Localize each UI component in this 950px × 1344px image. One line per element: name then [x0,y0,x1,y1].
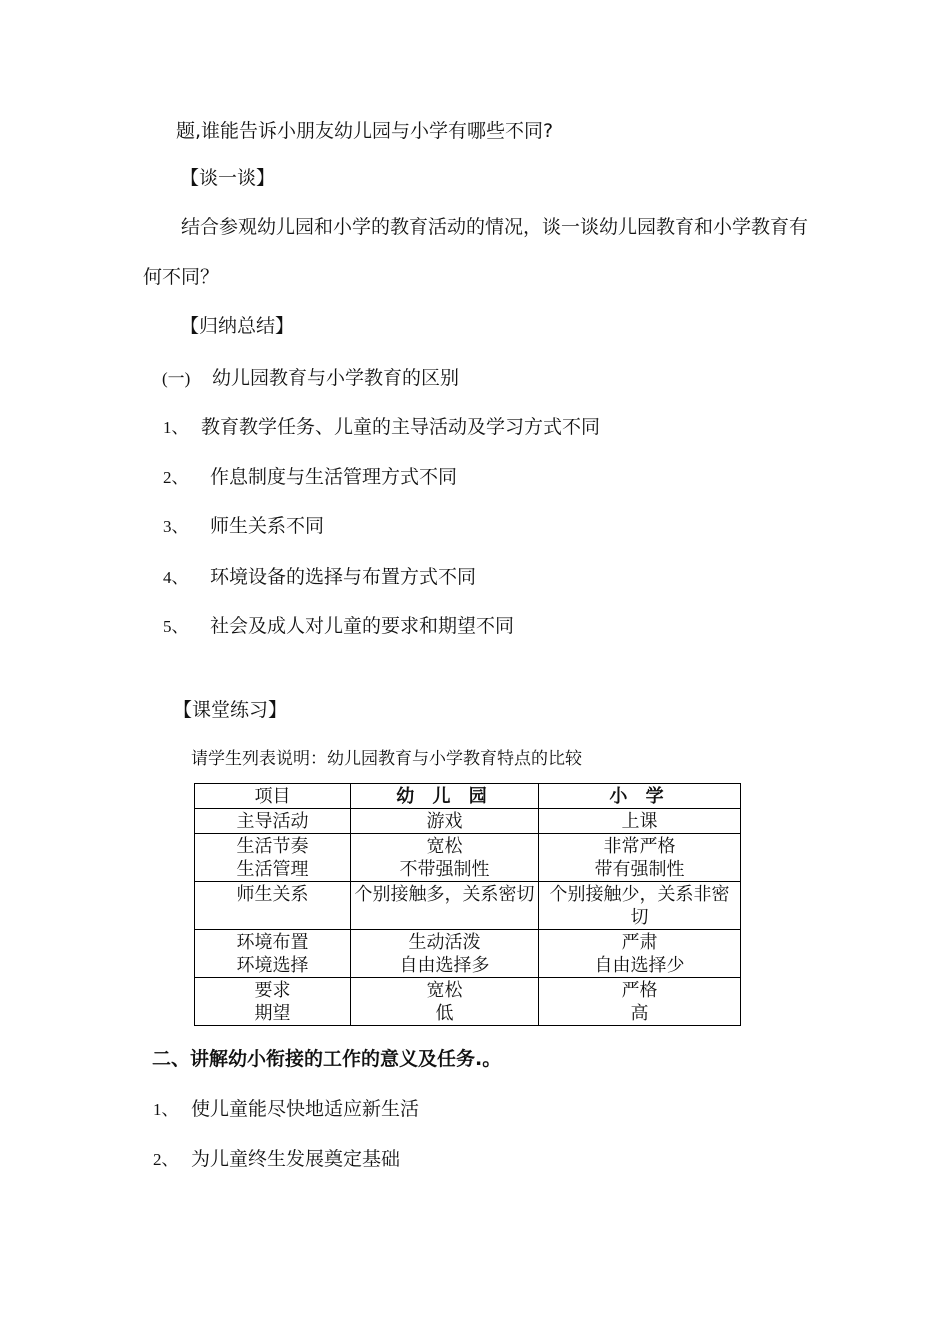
difference-text: 社会及成人对儿童的要求和期望不同 [210,615,515,637]
task-number: 2、 [153,1150,179,1169]
talk-text-line-2: 何不同？ [143,266,220,288]
task-text: 为儿童终生发展奠定基础 [191,1148,401,1170]
summary-heading: 【归纳总结】 [180,315,295,337]
task-item-1 [153,1097,419,1122]
difference-number: 2、 [163,468,189,487]
cell-item: 环境布置 环境选择 [195,930,351,978]
table-row [195,882,741,930]
table-row [195,809,741,834]
practice-heading: 【课堂练习】 [173,699,288,721]
cell-primary: 上课 [539,809,741,834]
table-row [195,978,741,1026]
cell-item: 主导活动 [195,809,351,834]
cell-primary: 非常严格 带有强制性 [539,834,741,882]
cell-item: 生活节奏 生活管理 [195,834,351,882]
difference-text: 教育教学任务、儿童的主导活动及学习方式不同 [201,416,601,438]
task-item-2 [153,1147,400,1172]
difference-item-4 [163,565,476,590]
difference-text: 环境设备的选择与布置方式不同 [210,566,477,588]
task-number: 1、 [153,1100,179,1119]
cell-kindergarten: 生动活泼 自由选择多 [351,930,539,978]
cell-kindergarten: 个别接触多，关系密切 [351,882,539,930]
header-kindergarten: 幼 儿 园 [351,784,539,809]
difference-number: 1、 [163,418,189,437]
difference-item-2 [163,465,457,490]
talk-text-line-1: 结合参观幼儿园和小学的教育活动的情况，谈一谈幼儿园教育和小学教育有 [181,216,809,238]
section-one-heading [162,366,459,391]
cell-item: 师生关系 [195,882,351,930]
task-text: 使儿童能尽快地适应新生活 [191,1098,420,1120]
header-primary: 小 学 [539,784,741,809]
table-row [195,834,741,882]
difference-text: 作息制度与生活管理方式不同 [210,466,458,488]
section-one-text: 幼儿园教育与小学教育的区别 [212,367,460,389]
cell-primary: 严肃 自由选择少 [539,930,741,978]
cell-kindergarten: 游戏 [351,809,539,834]
practice-instruction: 请学生列表说明：幼儿园教育与小学教育特点的比较 [191,749,582,769]
cell-kindergarten: 宽松 低 [351,978,539,1026]
difference-number: 4、 [163,568,189,587]
cell-kindergarten: 宽松 不带强制性 [351,834,539,882]
cell-item: 要求 期望 [195,978,351,1026]
header-item: 项目 [195,784,351,809]
cell-primary: 严格 高 [539,978,741,1026]
talk-heading: 【谈一谈】 [180,167,276,189]
comparison-table [194,783,741,1026]
difference-item-3 [163,514,324,539]
table-row [195,930,741,978]
difference-text: 师生关系不同 [210,515,325,537]
intro-line: 题,谁能告诉小朋友幼儿园与小学有哪些不同? [176,120,554,142]
difference-item-5 [163,614,514,639]
difference-item-1 [163,415,600,440]
difference-number: 3、 [163,517,189,536]
difference-number: 5、 [163,617,189,636]
table-header-row [195,784,741,809]
section-two-heading: 二、讲解幼小衔接的工作的意义及任务.。 [152,1048,502,1070]
section-one-marker: (一) [162,369,191,388]
cell-primary: 个别接触少，关系非密切 [539,882,741,930]
